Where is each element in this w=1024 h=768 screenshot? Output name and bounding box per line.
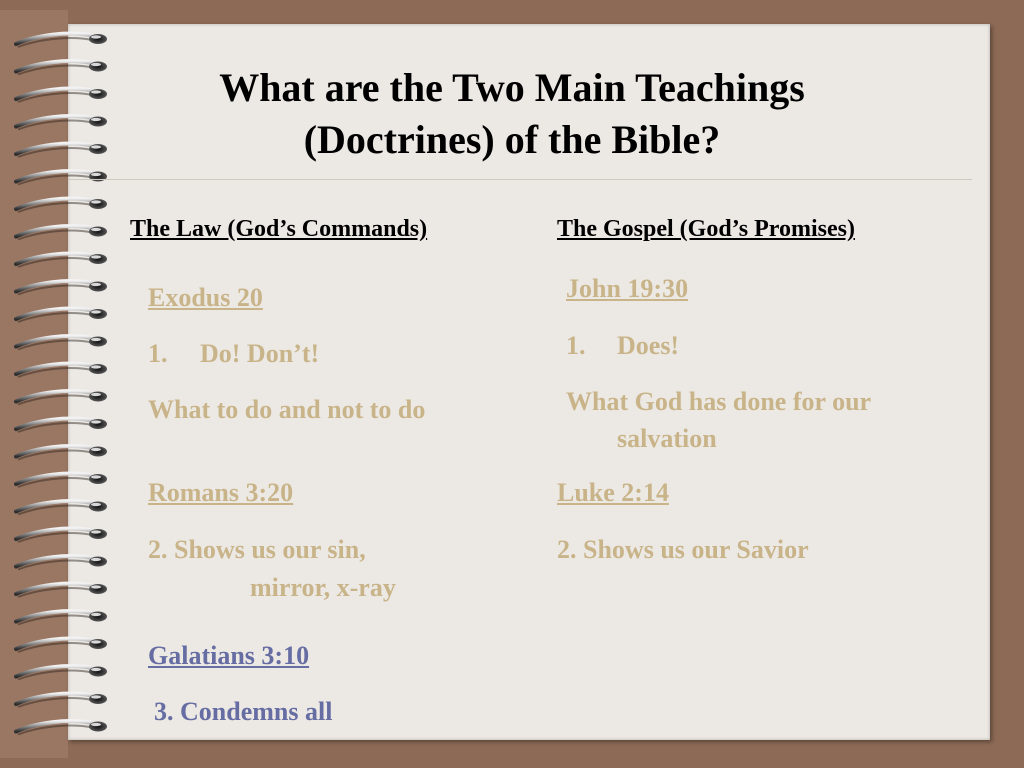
spiral-coil [16,694,107,707]
spiral-coil [16,584,107,597]
gospel-item-1-text: Does! [617,331,680,360]
slide-title-line-2: (Doctrines) of the Bible? [303,117,721,162]
spiral-coil [16,391,107,404]
spiral-coil [16,281,107,294]
spiral-coil [16,556,107,569]
slide-title-line-1: What are the Two Main Teachings [219,65,805,110]
law-item-1-description: What to do and not to do [148,395,426,424]
spiral-coil [16,419,107,432]
spiral-coil [16,666,107,679]
spiral-coil [16,639,107,652]
law-item-2-line-1: 2. Shows us our sin, [148,535,366,564]
gospel-item-1-description-line-1: What God has done for our [566,387,872,416]
law-ref-exodus[interactable]: Exodus 20 [148,283,263,312]
title-divider [68,179,972,180]
law-item-1-text: Do! Don’t! [200,339,320,368]
spiral-coil [16,721,107,734]
law-ref-galatians[interactable]: Galatians 3:10 [148,641,310,670]
spiral-coil [16,34,107,47]
gospel-item-1-number: 1. [566,331,586,360]
spiral-coil [16,199,107,212]
spiral-coil [16,226,107,239]
law-item-1-number: 1. [148,339,168,368]
gospel-ref-john[interactable]: John 19:30 [566,274,689,303]
spiral-coil [16,364,107,377]
spiral-coil [16,336,107,349]
law-item-2-line-2: mirror, x-ray [250,573,396,602]
law-ref-romans[interactable]: Romans 3:20 [148,478,294,507]
law-item-3: 3. Condemns all [154,697,333,726]
spiral-coil [16,254,107,267]
spiral-coil [16,611,107,624]
gospel-item-1-description-line-2: salvation [617,424,717,453]
law-column-header: The Law (God’s Commands) [130,216,428,242]
spiral-coil [16,309,107,322]
spiral-coil [16,501,107,514]
spiral-coil [16,529,107,542]
gospel-ref-luke[interactable]: Luke 2:14 [557,478,669,507]
gospel-column-header: The Gospel (God’s Promises) [557,216,855,242]
slide-title [0,62,1024,166]
gospel-item-2: 2. Shows us our Savior [557,535,809,564]
spiral-coil [16,474,107,487]
spiral-coil [16,171,107,184]
spiral-coil [16,446,107,459]
